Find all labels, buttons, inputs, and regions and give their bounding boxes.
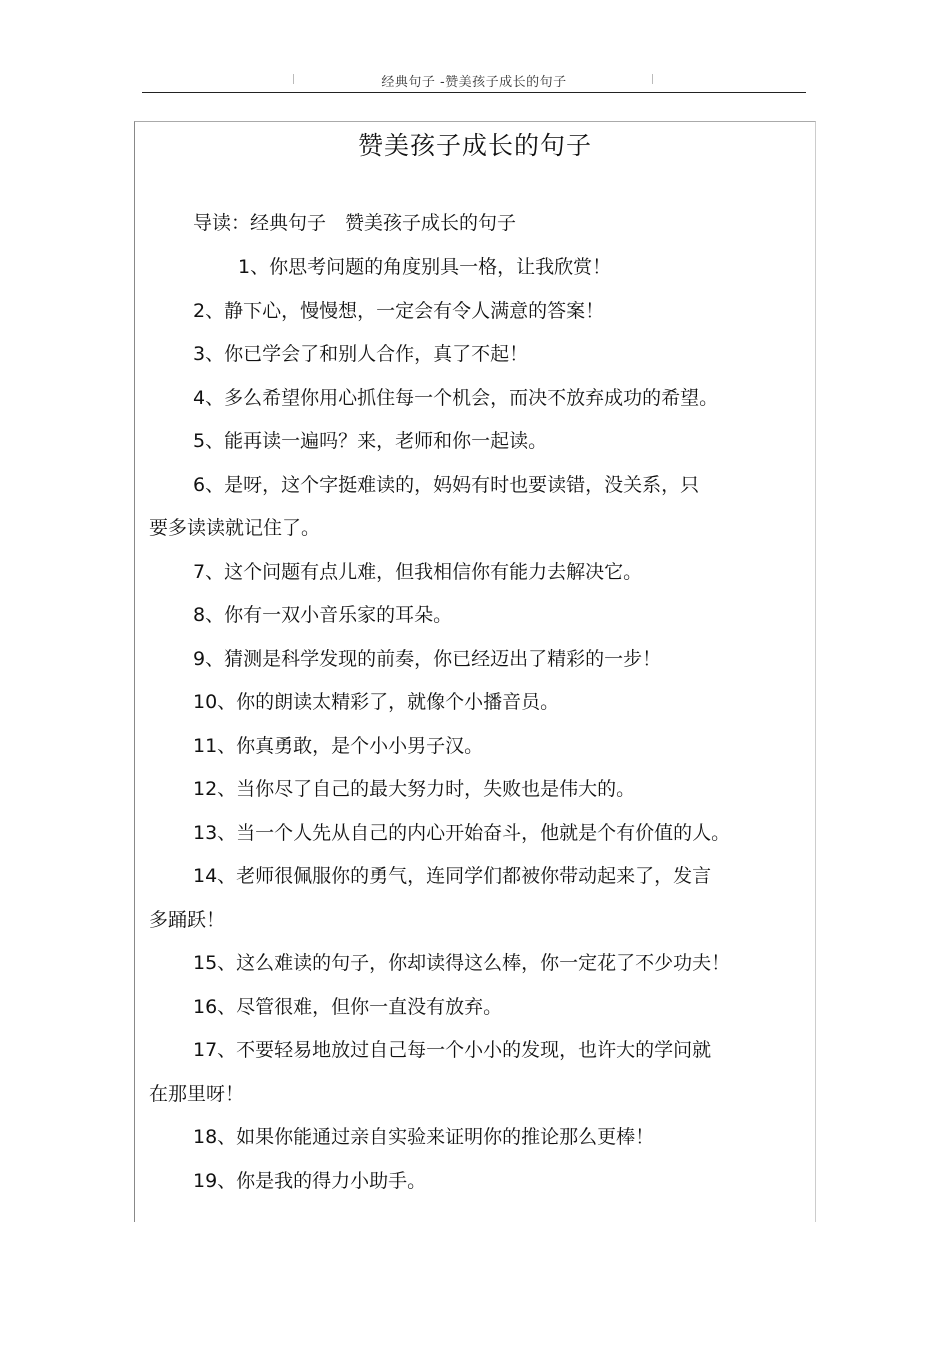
sentence-line: 18、如果你能通过亲自实验来证明你的推论那么更棒！ <box>193 1126 655 1148</box>
document-title: 赞美孩子成长的句子 <box>357 131 592 160</box>
sentence-line: 2、静下心，慢慢想，一定会有令人满意的答案！ <box>193 300 605 322</box>
page-header <box>142 68 806 93</box>
intro-line: 导读：经典句子 赞美孩子成长的句子 <box>193 212 517 234</box>
sentence-continuation: 多踊跃！ <box>149 909 226 931</box>
sentence-line: 11、你真勇敢，是个小小男子汉。 <box>193 735 484 757</box>
sentence-line: 12、当你尽了自己的最大努力时，失败也是伟大的。 <box>193 778 636 800</box>
running-header-text: 经典句子 -赞美孩子成长的句子 <box>381 75 567 90</box>
sentence-line: 15、这么难读的句子，你却读得这么棒，你一定花了不少功夫！ <box>193 952 731 974</box>
sentence-line: 4、多么希望你用心抓住每一个机会，而决不放弃成功的希望。 <box>193 387 719 409</box>
sentence-line: 5、能再读一遍吗？来，老师和你一起读。 <box>193 430 548 452</box>
sentence-line: 16、尽管很难，但你一直没有放弃。 <box>193 996 503 1018</box>
sentence-line: 17、不要轻易地放过自己每一个小小的发现，也许大的学问就 <box>193 1039 712 1061</box>
sentence-line: 9、猜测是科学发现的前奏，你已经迈出了精彩的一步！ <box>193 648 662 670</box>
sentence-line: 14、老师很佩服你的勇气，连同学们都被你带动起来了，发言 <box>193 865 712 887</box>
sentence-continuation: 在那里呀！ <box>149 1083 245 1105</box>
sentence-line: 13、当一个人先从自己的内心开始奋斗，他就是个有价值的人。 <box>193 822 731 844</box>
sentence-line: 3、你已学会了和别人合作，真了不起！ <box>193 343 529 365</box>
sentence-line: 19、你是我的得力小助手。 <box>193 1170 427 1192</box>
sentence-line: 7、这个问题有点儿难，但我相信你有能力去解决它。 <box>193 561 643 583</box>
sentence-line: 10、你的朗读太精彩了，就像个小播音员。 <box>193 691 560 713</box>
sentence-line: 1、你思考问题的角度别具一格，让我欣赏！ <box>238 256 612 278</box>
sentence-line: 8、你有一双小音乐家的耳朵。 <box>193 604 453 626</box>
sentence-line: 6、是呀，这个字挺难读的，妈妈有时也要读错，没关系，只 <box>193 474 700 496</box>
sentence-continuation: 要多读读就记住了。 <box>149 517 321 539</box>
